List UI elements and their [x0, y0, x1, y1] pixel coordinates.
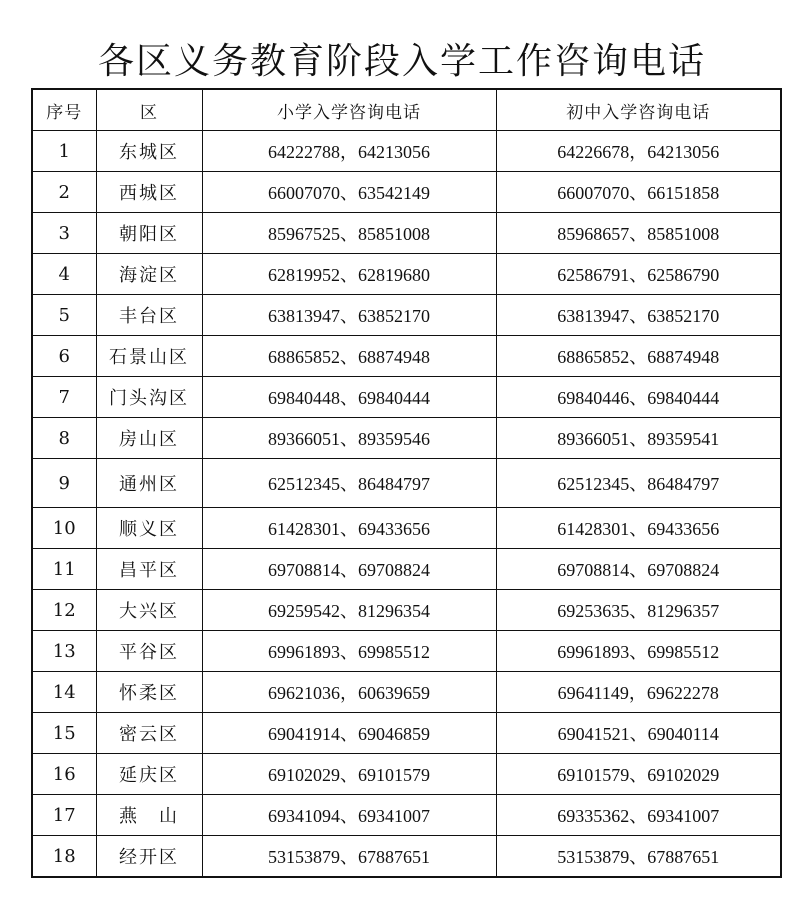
table-row — [32, 590, 781, 631]
table-row — [32, 631, 781, 672]
table-row — [32, 336, 781, 377]
table-row — [32, 754, 781, 795]
enrollment-phone-table — [31, 88, 782, 878]
middle-phone-cell: 89366051、89359541 — [496, 418, 781, 459]
row-index-cell: 16 — [32, 754, 96, 795]
middle-phone-cell: 69708814、69708824 — [496, 549, 781, 590]
middle-phone-cell: 53153879、67887651 — [496, 836, 781, 878]
primary-phone-cell: 53153879、67887651 — [202, 836, 496, 878]
row-index-cell: 6 — [32, 336, 96, 377]
middle-phone-cell: 64226678，64213056 — [496, 131, 781, 172]
primary-phone-cell: 69102029、69101579 — [202, 754, 496, 795]
middle-phone-cell: 85968657、85851008 — [496, 213, 781, 254]
header-middle-phone: 初中入学咨询电话 — [496, 89, 781, 131]
primary-phone-cell: 69621036，60639659 — [202, 672, 496, 713]
district-cell: 经开区 — [96, 836, 202, 878]
district-cell: 门头沟区 — [96, 377, 202, 418]
row-index-cell: 15 — [32, 713, 96, 754]
district-cell: 海淀区 — [96, 254, 202, 295]
table-row — [32, 508, 781, 549]
header-district: 区 — [96, 89, 202, 131]
district-cell: 平谷区 — [96, 631, 202, 672]
primary-phone-cell: 69259542、81296354 — [202, 590, 496, 631]
middle-phone-cell: 62586791、62586790 — [496, 254, 781, 295]
row-index-cell: 9 — [32, 459, 96, 508]
primary-phone-cell: 62819952、62819680 — [202, 254, 496, 295]
district-cell: 通州区 — [96, 459, 202, 508]
district-cell: 石景山区 — [96, 336, 202, 377]
primary-phone-cell: 63813947、63852170 — [202, 295, 496, 336]
row-index-cell: 13 — [32, 631, 96, 672]
district-cell: 怀柔区 — [96, 672, 202, 713]
table-row — [32, 213, 781, 254]
table-row — [32, 172, 781, 213]
table-row — [32, 254, 781, 295]
middle-phone-cell: 69101579、69102029 — [496, 754, 781, 795]
primary-phone-cell: 62512345、86484797 — [202, 459, 496, 508]
table-row — [32, 672, 781, 713]
primary-phone-cell: 68865852、68874948 — [202, 336, 496, 377]
primary-phone-cell: 89366051、89359546 — [202, 418, 496, 459]
district-cell: 延庆区 — [96, 754, 202, 795]
table-row — [32, 836, 781, 878]
primary-phone-cell: 85967525、85851008 — [202, 213, 496, 254]
table-row — [32, 713, 781, 754]
row-index-cell: 2 — [32, 172, 96, 213]
district-cell: 昌平区 — [96, 549, 202, 590]
middle-phone-cell: 69840446、69840444 — [496, 377, 781, 418]
row-index-cell: 1 — [32, 131, 96, 172]
primary-phone-cell: 66007070、63542149 — [202, 172, 496, 213]
table-row — [32, 795, 781, 836]
middle-phone-cell: 63813947、63852170 — [496, 295, 781, 336]
primary-phone-cell: 61428301、69433656 — [202, 508, 496, 549]
primary-phone-cell: 69961893、69985512 — [202, 631, 496, 672]
middle-phone-cell: 69961893、69985512 — [496, 631, 781, 672]
table-row — [32, 131, 781, 172]
primary-phone-cell: 64222788，64213056 — [202, 131, 496, 172]
header-primary-phone: 小学入学咨询电话 — [202, 89, 496, 131]
district-cell: 房山区 — [96, 418, 202, 459]
row-index-cell: 5 — [32, 295, 96, 336]
middle-phone-cell: 69041521、69040114 — [496, 713, 781, 754]
row-index-cell: 12 — [32, 590, 96, 631]
middle-phone-cell: 62512345、86484797 — [496, 459, 781, 508]
district-cell: 顺义区 — [96, 508, 202, 549]
middle-phone-cell: 69641149，69622278 — [496, 672, 781, 713]
header-index: 序号 — [32, 89, 96, 131]
row-index-cell: 8 — [32, 418, 96, 459]
primary-phone-cell: 69840448、69840444 — [202, 377, 496, 418]
middle-phone-cell: 61428301、69433656 — [496, 508, 781, 549]
primary-phone-cell: 69341094、69341007 — [202, 795, 496, 836]
primary-phone-cell: 69708814、69708824 — [202, 549, 496, 590]
row-index-cell: 4 — [32, 254, 96, 295]
table-row — [32, 418, 781, 459]
middle-phone-cell: 69253635、81296357 — [496, 590, 781, 631]
row-index-cell: 3 — [32, 213, 96, 254]
row-index-cell: 14 — [32, 672, 96, 713]
district-cell: 密云区 — [96, 713, 202, 754]
middle-phone-cell: 69335362、69341007 — [496, 795, 781, 836]
middle-phone-cell: 66007070、66151858 — [496, 172, 781, 213]
district-cell: 大兴区 — [96, 590, 202, 631]
middle-phone-cell: 68865852、68874948 — [496, 336, 781, 377]
row-index-cell: 17 — [32, 795, 96, 836]
table-row — [32, 377, 781, 418]
table-row — [32, 295, 781, 336]
district-cell: 西城区 — [96, 172, 202, 213]
row-index-cell: 7 — [32, 377, 96, 418]
district-cell: 燕 山 — [96, 795, 202, 836]
row-index-cell: 11 — [32, 549, 96, 590]
table-row — [32, 459, 781, 508]
row-index-cell: 10 — [32, 508, 96, 549]
district-cell: 朝阳区 — [96, 213, 202, 254]
page-title: 各区义务教育阶段入学工作咨询电话 — [97, 41, 706, 83]
primary-phone-cell: 69041914、69046859 — [202, 713, 496, 754]
row-index-cell: 18 — [32, 836, 96, 878]
district-cell: 丰台区 — [96, 295, 202, 336]
table-body — [32, 131, 781, 878]
table-header-row — [32, 89, 781, 131]
district-cell: 东城区 — [96, 131, 202, 172]
table-row — [32, 549, 781, 590]
